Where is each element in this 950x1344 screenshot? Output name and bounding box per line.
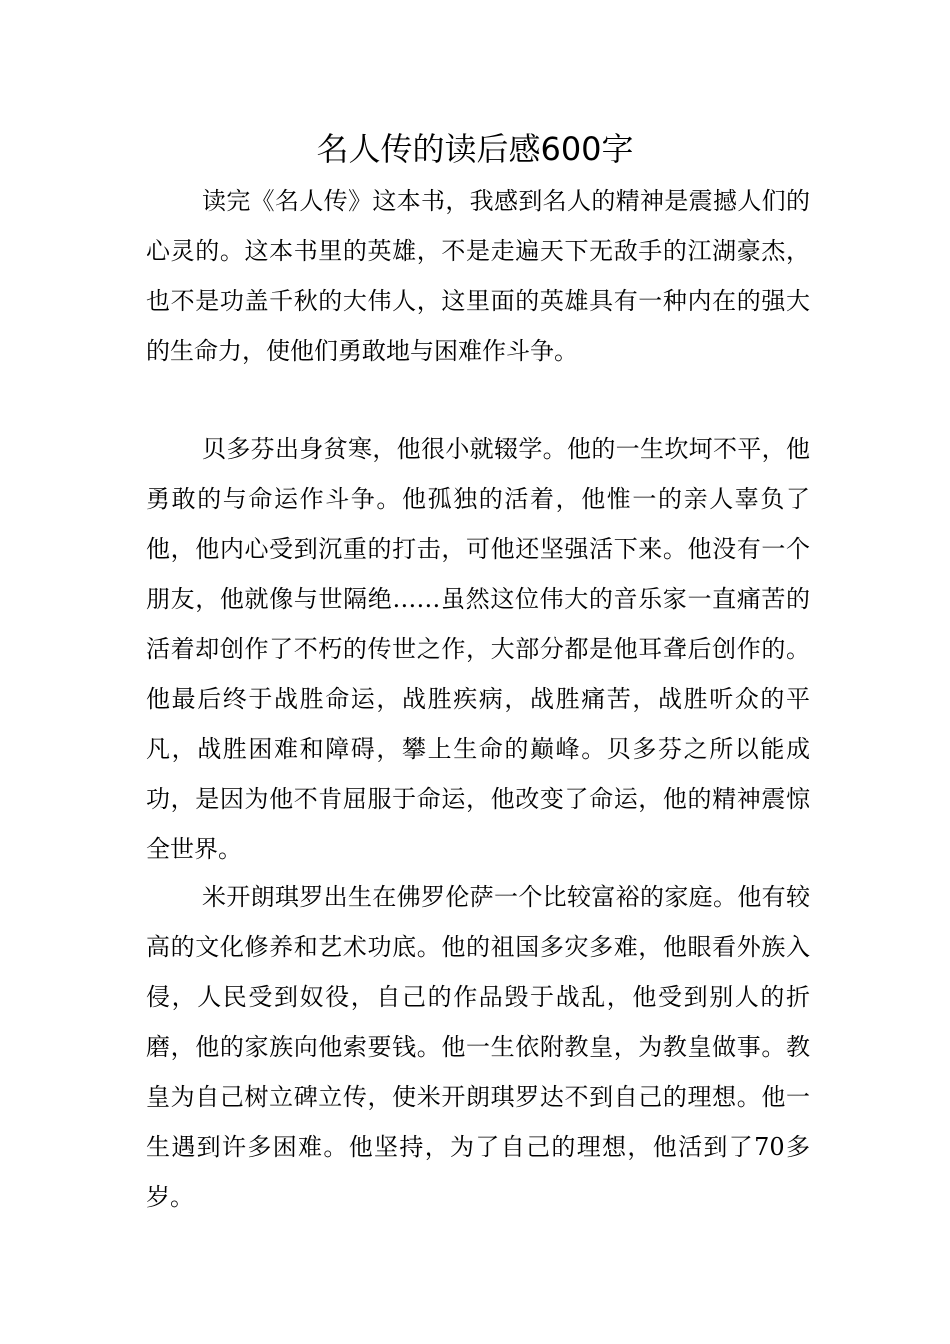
document-title: 名人传的读后感600字 [316,130,634,168]
paragraph-intro: 读完《名人传》这本书，我感到名人的精神是震撼人们的心灵的。这本书里的英雄，不是走遍天下无敌手的江湖豪杰，也不是功盖千秋的大伟人，这里面的英雄具有一种内在的强大的生命力，使他们勇敢地与困难作斗争。 [146,187,810,365]
paragraph-beethoven: 贝多芬出身贫寒，他很小就辍学。他的一生坎坷不平，他勇敢的与命运作斗争。他孤独的活着，他惟一的亲人辜负了他，他内心受到沉重的打击，可他还坚强活下来。他没有一个朋友，他就像与世隔绝……虽然这位伟大的音乐家一直痛苦的活着却创作了不朽的传世之作，大部分都是他耳聋后创作的。他最后终于战胜命运，战胜疾病，战胜痛苦，战胜听众的平凡，战胜困难和障碍，攀上生命的巅峰。贝多芬之所以能成功，是因为他不肯屈服于命运，他改变了命运，他的精神震惊全世界。 [146,435,810,863]
paragraph-michelangelo: 米开朗琪罗出生在佛罗伦萨一个比较富裕的家庭。他有较高的文化修养和艺术功底。他的祖国多灾多难，他眼看外族入侵，人民受到奴役，自己的作品毁于战乱，他受到别人的折磨，他的家族向他索要钱。他一生依附教皇，为教皇做事。教皇为自己树立碑立传，使米开朗琪罗达不到自己的理想。他一生遇到许多困难。他坚持，为了自己的理想，他活到了70多岁。 [146,883,810,1211]
